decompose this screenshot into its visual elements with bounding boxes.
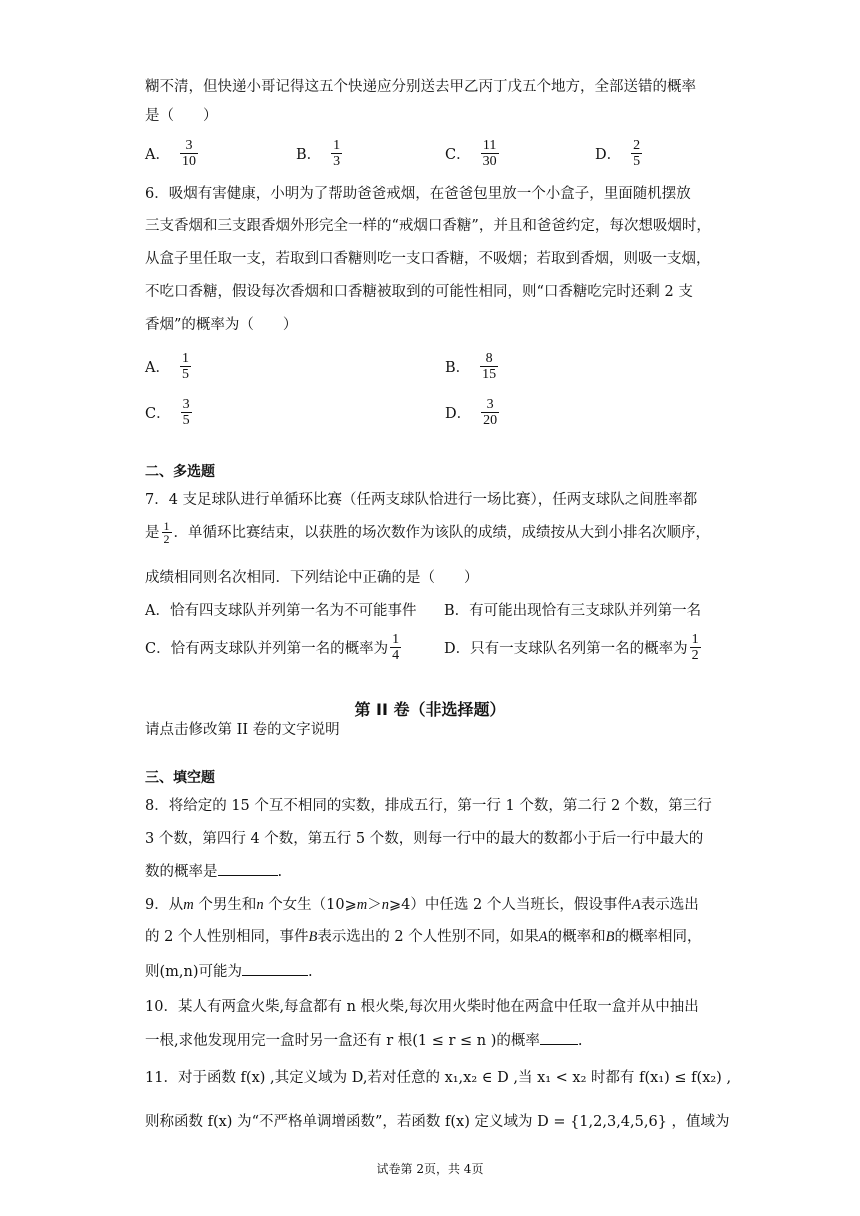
q6-text-line: 6．吸烟有害健康，小明为了帮助爸爸戒烟，在爸爸包里放一个小盒子，里面随机摆放 [145,186,691,202]
answer-blank[interactable] [218,861,278,876]
q6-option-c[interactable] [145,397,194,428]
q7-option-a[interactable]: A．恰有四支球队并列第一名为不可能事件 [145,603,417,619]
fraction: $\frac{8}{15}$ [482,351,497,382]
option-label: B． [296,147,322,163]
option-label: A． [145,360,170,376]
q6-text-line: 香烟”的概率为（ ） [145,317,298,333]
fraction: $\frac{1}{2}$ [163,519,170,546]
fraction: $\frac{1}{2}$ [691,632,699,663]
page-footer: 试卷第 2页，共 4页 [376,1162,484,1176]
option-label: D． [445,406,472,422]
option-text: C．恰有两支球队并列第一名的概率为 [145,641,389,657]
q8-text-line: 数的概率是 . [145,861,282,882]
q5-text-line: 糊不清，但快递小哥记得这五个快递应分别送去甲乙丙丁戊五个地方，全部送错的概率 [145,79,696,95]
q7-text-fragment: ．单循环比赛结束，以获胜的场次数作为该队的成绩，成绩按从大到小排名次顺序， [173,524,710,541]
option-label: A． [145,147,170,163]
option-label: B． [445,360,471,376]
option-label: D． [595,147,622,163]
q11-text-line: 11．对于函数 f(x) ,其定义域为 D,若对任意的 x₁,x₂ ∈ D ,当 x₁ < x₂ 时都有 f(x₁) ≤ f(x₂) , [145,1070,732,1086]
q6-text-line: 从盒子里任取一支，若取到口香糖则吃一支口香糖，不吸烟；若取到香烟，则吸一支烟， [145,251,711,267]
fraction: $\frac{11}{30}$ [482,138,497,169]
q10-text-line: 一根,求他发现用完一盒时另一盒还有 r 根(1 ≤ r ≤ n )的概率 . [145,1030,583,1051]
q5-option-a[interactable] [145,138,200,169]
q9-text-line: 的 2 个人性别相同，事件B表示选出的 2 个人性别不同，如果A的概率和B的概率相同， [145,929,702,945]
q7-text-line [145,520,710,545]
section-heading: 三、填空题 [145,770,215,786]
q5-option-d[interactable] [595,138,644,169]
fraction: $\frac{3}{5}$ [182,397,190,428]
q6-text-line: 不吃口香糖，假设每次香烟和口香糖被取到的可能性相同，则“口香糖吃完时还剩 2 支 [145,284,693,300]
section-heading: 二、多选题 [145,464,215,480]
q7-option-d[interactable] [444,632,703,663]
q11-text-line: 则称函数 f(x) 为“不严格单调增函数”，若函数 f(x) 定义域为 D = {1,2,3,4,5,6} ，值域为 [145,1114,730,1130]
q5-option-c[interactable] [445,138,501,169]
option-label: C． [145,406,171,422]
q5-text-line: 是（ ） [145,108,218,124]
q7-text-fragment: 是 [145,524,160,541]
fraction: $\frac{3}{20}$ [483,397,498,428]
part-note[interactable]: 请点击修改第 II 卷的文字说明 [145,722,340,738]
q6-text-line: 三支香烟和三支跟香烟外形完全一样的“戒烟口香糖”，并且和爸爸约定，每次想吸烟时， [145,218,711,234]
q7-text-line: 7．4 支足球队进行单循环比赛（任两支球队恰进行一场比赛），任两支球队之间胜率都 [145,492,698,508]
q8-text-line: 8．将给定的 15 个互不相同的实数，排成五行，第一行 1 个数，第二行 2 个数，第三行 [145,798,712,814]
q6-option-b[interactable] [445,351,500,382]
fraction: $\frac{1}{4}$ [392,632,400,663]
q9-text-line: 9．从m 个男生和n 个女生（10⩾m＞n⩾4）中任选 2 个人当班长，假设事件A表示选出 [145,897,699,913]
q7-option-c[interactable] [145,632,403,663]
answer-blank[interactable] [242,961,308,976]
option-label: C． [445,147,471,163]
q10-text-line: 10．某人有两盒火柴,每盒都有 n 根火柴,每次用火柴时他在两盒中任取一盒并从中抽出 [145,999,699,1015]
q5-option-b[interactable] [296,138,344,169]
q8-text-fragment: 数的概率是 [145,864,218,880]
q6-option-d[interactable] [445,397,501,428]
fraction: $\frac{1}{5}$ [181,351,189,382]
q9-text-line: 则(m,n)可能为 . [145,961,313,982]
q8-text-line: 3 个数，第四行 4 个数，第五行 5 个数，则每一行中的最大的数都小于后一行中最大的 [145,831,704,847]
fraction: $\frac{2}{5}$ [633,138,641,169]
part-title: 第 II 卷（非选择题） [354,700,506,719]
q6-option-a[interactable] [145,351,193,382]
fraction: $\frac{3}{10}$ [181,138,196,169]
option-text: D．只有一支球队名列第一名的概率为 [444,641,688,657]
q7-option-b[interactable]: B．有可能出现恰有三支球队并列第一名 [444,603,702,619]
answer-blank[interactable] [540,1030,578,1045]
q7-text-line: 成绩相同则名次相同．下列结论中正确的是（ ） [145,570,479,586]
fraction: $\frac{1}{3}$ [333,138,341,169]
